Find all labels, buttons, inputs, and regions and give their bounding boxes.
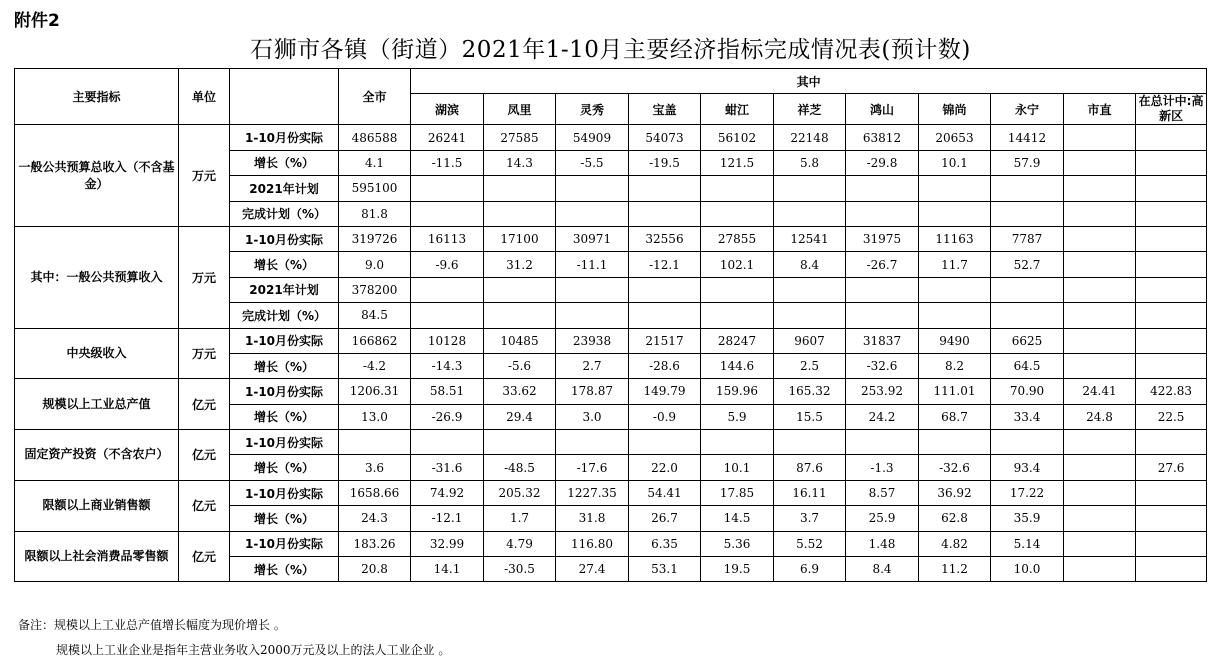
town-value: 33.4 bbox=[991, 404, 1064, 429]
town-value: -11.5 bbox=[411, 150, 484, 175]
city-value: 1206.31 bbox=[339, 379, 411, 404]
town-value bbox=[1064, 353, 1136, 378]
town-value: 30971 bbox=[556, 226, 629, 251]
town-value bbox=[1136, 150, 1207, 175]
town-value: -26.7 bbox=[846, 252, 919, 277]
town-value: 14.1 bbox=[411, 557, 484, 582]
town-value bbox=[1064, 150, 1136, 175]
town-value bbox=[629, 201, 701, 226]
indicator-unit: 万元 bbox=[179, 328, 230, 379]
header-town: 湖滨 bbox=[411, 94, 484, 125]
town-value bbox=[1064, 176, 1136, 201]
town-value bbox=[846, 303, 919, 328]
town-value: 17.22 bbox=[991, 480, 1064, 505]
town-value bbox=[556, 430, 629, 455]
town-value: 35.9 bbox=[991, 506, 1064, 531]
header-city: 全市 bbox=[339, 69, 411, 125]
town-value bbox=[1136, 277, 1207, 302]
town-value: 87.6 bbox=[774, 455, 846, 480]
indicator-table bbox=[14, 68, 1207, 582]
header-town: 灵秀 bbox=[556, 94, 629, 125]
town-value: 6.9 bbox=[774, 557, 846, 582]
town-value: 14412 bbox=[991, 125, 1064, 150]
town-value: 10.0 bbox=[991, 557, 1064, 582]
town-value: 26241 bbox=[411, 125, 484, 150]
note-1: 备注：规模以上工业总产值增长幅度为现价增长 。 bbox=[18, 618, 286, 632]
town-value: -12.1 bbox=[411, 506, 484, 531]
town-value bbox=[1064, 125, 1136, 150]
header-town: 市直 bbox=[1064, 94, 1136, 125]
town-value bbox=[1136, 480, 1207, 505]
town-value: 27585 bbox=[484, 125, 556, 150]
town-value: -5.5 bbox=[556, 150, 629, 175]
town-value: 11.2 bbox=[919, 557, 991, 582]
town-value bbox=[1064, 430, 1136, 455]
town-value: 64.5 bbox=[991, 353, 1064, 378]
indicator-unit: 万元 bbox=[179, 125, 230, 227]
town-value: 144.6 bbox=[701, 353, 774, 378]
town-value bbox=[701, 277, 774, 302]
town-value: -14.3 bbox=[411, 353, 484, 378]
town-value: 24.2 bbox=[846, 404, 919, 429]
town-value: 27855 bbox=[701, 226, 774, 251]
town-value: -0.9 bbox=[629, 404, 701, 429]
city-value: 595100 bbox=[339, 176, 411, 201]
town-value: 32.99 bbox=[411, 531, 484, 556]
town-value bbox=[1064, 252, 1136, 277]
town-value bbox=[484, 303, 556, 328]
town-value: 23938 bbox=[556, 328, 629, 353]
city-value: 81.8 bbox=[339, 201, 411, 226]
town-value: 5.36 bbox=[701, 531, 774, 556]
town-value: -17.6 bbox=[556, 455, 629, 480]
town-value bbox=[411, 277, 484, 302]
town-value bbox=[629, 430, 701, 455]
town-value bbox=[1136, 557, 1207, 582]
city-value: 84.5 bbox=[339, 303, 411, 328]
table-row bbox=[15, 379, 1207, 404]
town-value: 20653 bbox=[919, 125, 991, 150]
town-value bbox=[774, 277, 846, 302]
indicator-name: 规模以上工业总产值 bbox=[15, 379, 179, 430]
town-value: 54073 bbox=[629, 125, 701, 150]
town-value: 9490 bbox=[919, 328, 991, 353]
town-value bbox=[991, 201, 1064, 226]
town-value: 31.8 bbox=[556, 506, 629, 531]
town-value: 22.0 bbox=[629, 455, 701, 480]
town-value: 1.48 bbox=[846, 531, 919, 556]
town-value: -32.6 bbox=[846, 353, 919, 378]
town-value bbox=[919, 201, 991, 226]
town-value: 31837 bbox=[846, 328, 919, 353]
town-value bbox=[1136, 252, 1207, 277]
town-value bbox=[484, 277, 556, 302]
town-value bbox=[919, 303, 991, 328]
town-value bbox=[1064, 328, 1136, 353]
indicator-name: 固定资产投资（不含农户） bbox=[15, 430, 179, 481]
header-town: 祥芝 bbox=[774, 94, 846, 125]
town-value bbox=[1136, 303, 1207, 328]
table-row bbox=[15, 125, 1207, 150]
town-value: 9607 bbox=[774, 328, 846, 353]
town-value bbox=[1136, 506, 1207, 531]
town-value bbox=[991, 303, 1064, 328]
city-value: 9.0 bbox=[339, 252, 411, 277]
city-value: 319726 bbox=[339, 226, 411, 251]
town-value: 10128 bbox=[411, 328, 484, 353]
town-value: -19.5 bbox=[629, 150, 701, 175]
town-value bbox=[1064, 303, 1136, 328]
town-value: 5.9 bbox=[701, 404, 774, 429]
town-value: -1.3 bbox=[846, 455, 919, 480]
town-value: -31.6 bbox=[411, 455, 484, 480]
town-value: 33.62 bbox=[484, 379, 556, 404]
town-value bbox=[411, 303, 484, 328]
city-value: 1658.66 bbox=[339, 480, 411, 505]
town-value: 7787 bbox=[991, 226, 1064, 251]
town-value bbox=[411, 176, 484, 201]
town-value: -48.5 bbox=[484, 455, 556, 480]
row-label: 增长（%） bbox=[230, 252, 339, 277]
town-value bbox=[1064, 226, 1136, 251]
town-value: 14.5 bbox=[701, 506, 774, 531]
town-value: 2.7 bbox=[556, 353, 629, 378]
town-value: 165.32 bbox=[774, 379, 846, 404]
town-value: 4.82 bbox=[919, 531, 991, 556]
town-value: 253.92 bbox=[846, 379, 919, 404]
town-value bbox=[1064, 557, 1136, 582]
header-row-1 bbox=[15, 69, 1207, 94]
town-value bbox=[1136, 201, 1207, 226]
town-value bbox=[411, 430, 484, 455]
row-label: 增长（%） bbox=[230, 506, 339, 531]
town-value bbox=[484, 201, 556, 226]
city-value bbox=[339, 430, 411, 455]
header-town: 锦尚 bbox=[919, 94, 991, 125]
town-value: 111.01 bbox=[919, 379, 991, 404]
town-value: 62.8 bbox=[919, 506, 991, 531]
town-value bbox=[411, 201, 484, 226]
town-value: 17.85 bbox=[701, 480, 774, 505]
town-value: 52.7 bbox=[991, 252, 1064, 277]
town-value bbox=[484, 176, 556, 201]
town-value: 8.4 bbox=[846, 557, 919, 582]
town-value: 8.57 bbox=[846, 480, 919, 505]
indicator-unit: 亿元 bbox=[179, 480, 230, 531]
town-value: -26.9 bbox=[411, 404, 484, 429]
attachment-label: 附件2 bbox=[14, 11, 60, 31]
town-value: 53.1 bbox=[629, 557, 701, 582]
city-value: 4.1 bbox=[339, 150, 411, 175]
town-value: 26.7 bbox=[629, 506, 701, 531]
city-value: 183.26 bbox=[339, 531, 411, 556]
header-town: 永宁 bbox=[991, 94, 1064, 125]
town-value: 74.92 bbox=[411, 480, 484, 505]
row-label: 2021年计划 bbox=[230, 176, 339, 201]
town-value: 3.0 bbox=[556, 404, 629, 429]
header-town: 鸿山 bbox=[846, 94, 919, 125]
town-value: 54909 bbox=[556, 125, 629, 150]
indicator-name: 一般公共预算总收入（不含基金） bbox=[15, 125, 179, 227]
header-town: 宝盖 bbox=[629, 94, 701, 125]
town-value bbox=[484, 430, 556, 455]
indicator-name: 限额以上社会消费品零售额 bbox=[15, 531, 179, 582]
town-value: 10485 bbox=[484, 328, 556, 353]
town-value bbox=[1064, 455, 1136, 480]
town-value: 16.11 bbox=[774, 480, 846, 505]
town-value bbox=[1136, 176, 1207, 201]
town-value: 1.7 bbox=[484, 506, 556, 531]
town-value bbox=[556, 201, 629, 226]
town-value: 2.5 bbox=[774, 353, 846, 378]
row-label: 增长（%） bbox=[230, 557, 339, 582]
town-value: 10.1 bbox=[919, 150, 991, 175]
row-label: 2021年计划 bbox=[230, 277, 339, 302]
town-value: 31.2 bbox=[484, 252, 556, 277]
town-value: 149.79 bbox=[629, 379, 701, 404]
town-value: 3.7 bbox=[774, 506, 846, 531]
town-value: 54.41 bbox=[629, 480, 701, 505]
town-value bbox=[629, 176, 701, 201]
row-label: 增长（%） bbox=[230, 404, 339, 429]
town-value bbox=[1064, 277, 1136, 302]
town-value: 56102 bbox=[701, 125, 774, 150]
town-value bbox=[1136, 353, 1207, 378]
town-value: -29.8 bbox=[846, 150, 919, 175]
town-value bbox=[701, 430, 774, 455]
row-label: 增长（%） bbox=[230, 455, 339, 480]
town-value bbox=[919, 277, 991, 302]
town-value bbox=[991, 277, 1064, 302]
town-value bbox=[1064, 480, 1136, 505]
town-value: 11.7 bbox=[919, 252, 991, 277]
city-value: 24.3 bbox=[339, 506, 411, 531]
town-value bbox=[1136, 125, 1207, 150]
town-value bbox=[919, 176, 991, 201]
header-town: 凤里 bbox=[484, 94, 556, 125]
town-value bbox=[556, 176, 629, 201]
town-value: 25.9 bbox=[846, 506, 919, 531]
town-value: 24.41 bbox=[1064, 379, 1136, 404]
town-value: 6.35 bbox=[629, 531, 701, 556]
header-indicator: 主要指标 bbox=[15, 69, 179, 125]
town-value: 4.79 bbox=[484, 531, 556, 556]
town-value bbox=[774, 176, 846, 201]
town-value: 24.8 bbox=[1064, 404, 1136, 429]
town-value: 27.6 bbox=[1136, 455, 1207, 480]
table-row bbox=[15, 226, 1207, 251]
row-label: 1-10月份实际 bbox=[230, 328, 339, 353]
town-value: 121.5 bbox=[701, 150, 774, 175]
town-value: 32556 bbox=[629, 226, 701, 251]
indicator-unit: 万元 bbox=[179, 226, 230, 328]
city-value: 20.8 bbox=[339, 557, 411, 582]
indicator-name: 其中：一般公共预算收入 bbox=[15, 226, 179, 328]
row-label: 完成计划（%） bbox=[230, 201, 339, 226]
row-label: 1-10月份实际 bbox=[230, 226, 339, 251]
town-value: 8.2 bbox=[919, 353, 991, 378]
town-value bbox=[1064, 506, 1136, 531]
town-value: 14.3 bbox=[484, 150, 556, 175]
town-value: 16113 bbox=[411, 226, 484, 251]
town-value: -9.6 bbox=[411, 252, 484, 277]
town-value bbox=[701, 303, 774, 328]
town-value: 93.4 bbox=[991, 455, 1064, 480]
town-value: -32.6 bbox=[919, 455, 991, 480]
town-value: 5.8 bbox=[774, 150, 846, 175]
row-label: 1-10月份实际 bbox=[230, 379, 339, 404]
town-value: -5.6 bbox=[484, 353, 556, 378]
town-value: 22.5 bbox=[1136, 404, 1207, 429]
town-value: 31975 bbox=[846, 226, 919, 251]
town-value: 21517 bbox=[629, 328, 701, 353]
header-unit: 单位 bbox=[179, 69, 230, 125]
indicator-unit: 亿元 bbox=[179, 379, 230, 430]
town-value: 422.83 bbox=[1136, 379, 1207, 404]
town-value bbox=[846, 430, 919, 455]
header-town: 蚶江 bbox=[701, 94, 774, 125]
town-value bbox=[846, 277, 919, 302]
row-label: 增长（%） bbox=[230, 150, 339, 175]
town-value bbox=[991, 430, 1064, 455]
city-value: -4.2 bbox=[339, 353, 411, 378]
town-value: 11163 bbox=[919, 226, 991, 251]
town-value: 205.32 bbox=[484, 480, 556, 505]
header-of-which: 其中 bbox=[411, 69, 1207, 94]
town-value: 19.5 bbox=[701, 557, 774, 582]
town-value bbox=[1136, 328, 1207, 353]
town-value bbox=[1136, 226, 1207, 251]
town-value bbox=[1064, 201, 1136, 226]
header-blank bbox=[230, 69, 339, 125]
town-value: 15.5 bbox=[774, 404, 846, 429]
town-value: 5.14 bbox=[991, 531, 1064, 556]
row-label: 1-10月份实际 bbox=[230, 531, 339, 556]
city-value: 3.6 bbox=[339, 455, 411, 480]
town-value bbox=[629, 303, 701, 328]
town-value: 12541 bbox=[774, 226, 846, 251]
city-value: 166862 bbox=[339, 328, 411, 353]
town-value: 116.80 bbox=[556, 531, 629, 556]
page-title: 石狮市各镇（街道）2021年1-10月主要经济指标完成情况表(预计数) bbox=[250, 37, 971, 63]
town-value: -30.5 bbox=[484, 557, 556, 582]
town-value: 17100 bbox=[484, 226, 556, 251]
town-value: 63812 bbox=[846, 125, 919, 150]
town-value: -12.1 bbox=[629, 252, 701, 277]
indicator-unit: 亿元 bbox=[179, 430, 230, 481]
town-value bbox=[846, 201, 919, 226]
town-value: 159.96 bbox=[701, 379, 774, 404]
town-value bbox=[1136, 430, 1207, 455]
header-highzone: 在总计中:高新区 bbox=[1136, 94, 1207, 125]
table-row bbox=[15, 531, 1207, 556]
town-value: -28.6 bbox=[629, 353, 701, 378]
indicator-unit: 亿元 bbox=[179, 531, 230, 582]
row-label: 1-10月份实际 bbox=[230, 430, 339, 455]
table-row bbox=[15, 480, 1207, 505]
indicator-name: 中央级收入 bbox=[15, 328, 179, 379]
row-label: 完成计划（%） bbox=[230, 303, 339, 328]
town-value: 29.4 bbox=[484, 404, 556, 429]
town-value bbox=[629, 277, 701, 302]
town-value: 6625 bbox=[991, 328, 1064, 353]
row-label: 1-10月份实际 bbox=[230, 480, 339, 505]
city-value: 13.0 bbox=[339, 404, 411, 429]
indicator-name: 限额以上商业销售额 bbox=[15, 480, 179, 531]
town-value: 102.1 bbox=[701, 252, 774, 277]
town-value bbox=[701, 176, 774, 201]
town-value: -11.1 bbox=[556, 252, 629, 277]
town-value: 8.4 bbox=[774, 252, 846, 277]
row-label: 增长（%） bbox=[230, 353, 339, 378]
town-value: 178.87 bbox=[556, 379, 629, 404]
town-value bbox=[1136, 531, 1207, 556]
town-value: 22148 bbox=[774, 125, 846, 150]
town-value bbox=[1064, 531, 1136, 556]
town-value bbox=[991, 176, 1064, 201]
town-value: 58.51 bbox=[411, 379, 484, 404]
row-label: 1-10月份实际 bbox=[230, 125, 339, 150]
table-row bbox=[15, 430, 1207, 455]
town-value bbox=[774, 430, 846, 455]
table-body bbox=[15, 69, 1207, 582]
town-value: 68.7 bbox=[919, 404, 991, 429]
town-value bbox=[919, 430, 991, 455]
town-value: 36.92 bbox=[919, 480, 991, 505]
town-value: 5.52 bbox=[774, 531, 846, 556]
town-value: 57.9 bbox=[991, 150, 1064, 175]
town-value bbox=[774, 201, 846, 226]
town-value bbox=[556, 303, 629, 328]
table-row bbox=[15, 328, 1207, 353]
town-value: 28247 bbox=[701, 328, 774, 353]
town-value: 1227.35 bbox=[556, 480, 629, 505]
town-value: 27.4 bbox=[556, 557, 629, 582]
town-value: 10.1 bbox=[701, 455, 774, 480]
town-value bbox=[846, 176, 919, 201]
city-value: 486588 bbox=[339, 125, 411, 150]
town-value bbox=[556, 277, 629, 302]
city-value: 378200 bbox=[339, 277, 411, 302]
note-2: 规模以上工业企业是指年主营业务收入2000万元及以上的法人工业企业 。 bbox=[56, 643, 451, 657]
town-value: 70.90 bbox=[991, 379, 1064, 404]
town-value bbox=[774, 303, 846, 328]
town-value bbox=[701, 201, 774, 226]
